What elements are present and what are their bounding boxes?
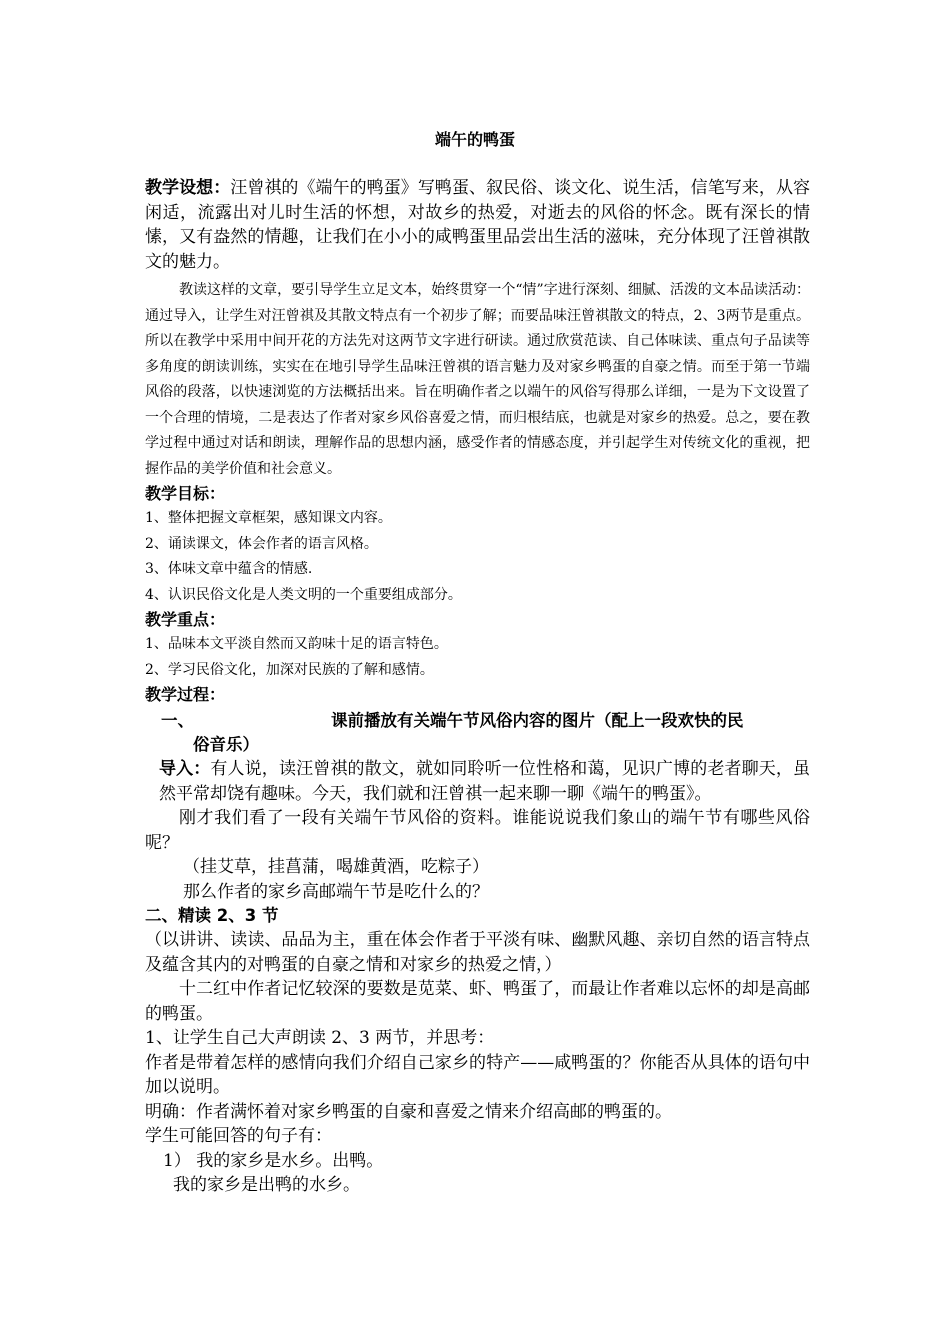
memory-paragraph: 十二红中作者记忆较深的要数是苋菜、虾、鸭蛋了，而最让作者难以忘怀的却是高邮的鸭蛋。 (145, 979, 810, 1024)
focus-item: 1、品味本文平淡自然而又韵味十足的语言特色。 (145, 636, 448, 652)
document-title: 端午的鸭蛋 (434, 130, 515, 149)
focus-heading: 教学重点： (145, 610, 226, 629)
goal-item: 2、诵读课文，体会作者的语言风格。 (145, 535, 378, 552)
design-label: 教学设想： (145, 178, 231, 198)
intro-label: 导入： (159, 759, 211, 779)
design-text: 汪曾祺的《端午的鸭蛋》写鸭蛋、叙民俗、谈文化、说生活，信笔写来，从容闲适，流露出对儿时生活的怀想，对故乡的热爱，对逝去的风俗的怀念。既有深长的情愫，又有盎然的情趣，让我们在小小的咸鸭蛋里品尝出生活的滋味，充分体现了汪曾祺散文的魅力。 (145, 178, 811, 272)
design-paragraph (145, 176, 810, 274)
design-paragraph-2: 教读这样的文章，要引导学生立足文本，始终贯穿一个“情”字进行深刻、细腻、活泼的文本品读活动：通过导入，让学生对汪曾祺及其散文特点有一个初步了解；而要品味汪曾祺散文的特点，2、3两节是重点。所以在教学中采用中间开花的方法先对这两节文字进行研读。通过欣赏范读、自己体味读、重点句子品读等多角度的朗读训练，实实在在地引导学生品味汪曾祺的语言魅力及对家乡鸭蛋的自豪之情。而至于第一节端风俗的段落，以快速浏览的方法概括出来。旨在明确作者之以端午的风俗写得那么详细，一是为下文设置了一个合理的情境，二是表达了作者对家乡风俗喜爱之情，而归根结底，也就是对家乡的热爱。总之，要在教学过程中通过对话和朗读，理解作品的思想内涵，感受作者的情感态度，并引起学生对传统文化的重视，把握作品的美学价值和社会意义。 (145, 282, 810, 477)
step-two-heading: 二、精读 2、3 节 (145, 906, 279, 925)
intro-paragraph (145, 757, 810, 806)
step-two-note: （以讲讲、读读、品品为主，重在体会作者于平淡有味、幽默风趣、亲切自然的语言特点及蕴含其内的对鸭蛋的自豪之情和对家乡的热爱之情，） (145, 930, 810, 975)
goal-item: 3、体味文章中蕴含的情感. (145, 561, 313, 577)
process-heading: 教学过程： (145, 685, 226, 704)
goal-item: 4、认识民俗文化是人类文明的一个重要组成部分。 (145, 586, 462, 603)
task-answer: 明确：作者满怀着对家乡鸭蛋的自豪和喜爱之情来介绍高邮的鸭蛋的。 (145, 1101, 672, 1122)
sentence-1: 1） 我的家乡是水乡。出鸭。 (163, 1150, 384, 1171)
question-2: 那么作者的家乡高邮端午节是吃什么的？ (183, 881, 489, 902)
intro-text: 有人说，读汪曾祺的散文，就如同聆听一位性格和蔼，见识广博的老者聊天，虽然平常却饶有趣味。今天，我们就和汪曾祺一起来聊一聊《端午的鸭蛋》。 (159, 759, 810, 804)
answer-1: （挂艾草，挂菖蒲，喝雄黄酒，吃粽子） (183, 857, 489, 877)
task-question: 作者是带着怎样的感情向我们介绍自己家乡的特产——咸鸭蛋的？你能否从具体的语句中加以说明。 (145, 1052, 810, 1097)
goal-item: 1、整体把握文章框架，感知课文内容。 (145, 510, 392, 526)
goals-heading: 教学目标： (145, 484, 226, 503)
possible-answers: 学生可能回答的句子有： (145, 1126, 332, 1146)
sentence-1b: 我的家乡是出鸭的水乡。 (173, 1175, 360, 1195)
document-body (145, 176, 810, 1198)
focus-item: 2、学习民俗文化，加深对民族的了解和感情。 (145, 661, 434, 678)
task-1: 1、让学生自己大声朗读 2、3 两节，并思考： (145, 1028, 495, 1048)
step-one-number: 一、 (161, 711, 194, 730)
step-one (145, 709, 810, 757)
step-one-line-2: 俗音乐） (193, 735, 259, 754)
step-one-line-1: 课前播放有关端午节风俗内容的图片（配上一段欢快的民 (331, 711, 744, 730)
question-1: 刚才我们看了一段有关端午节风俗的资料。谁能说说我们象山的端午节有哪些风俗呢？ (145, 808, 810, 853)
step-one-text (193, 709, 813, 757)
